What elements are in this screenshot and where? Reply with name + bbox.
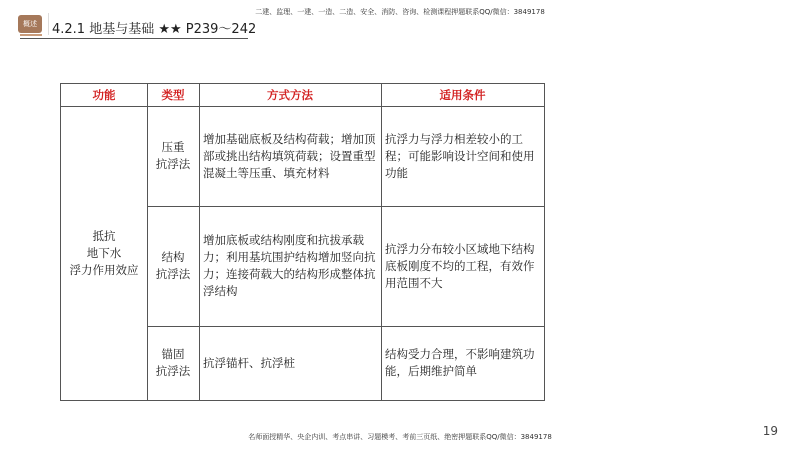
grid-line xyxy=(381,84,382,400)
method-cell: 增加基础底板及结构荷载；增加顶部或挑出结构填筑荷载；设置重型混凝土等压重、填充材料 xyxy=(203,131,376,180)
header-type: 类型 xyxy=(161,87,185,102)
section-title: 4.2.1 地基与基础 ★★ P239～242 xyxy=(52,22,257,37)
type-cell: 结构 抗浮法 xyxy=(155,250,191,281)
top-watermark: 二建、监理、一建、一造、二造、安全、消防、咨询、检测课程押题联系QQ/微信：3849178 xyxy=(255,8,545,16)
slide-header xyxy=(0,0,800,40)
condition-cell: 结构受力合理，不影响建筑功能，后期维护简单 xyxy=(385,347,535,378)
bottom-watermark: 名师面授精华、央企内训、考点串讲、习题模考、考前三页纸、绝密押题联系QQ/微信：3849178 xyxy=(248,433,552,441)
method-cell: 抗浮锚杆、抗浮桩 xyxy=(203,355,295,370)
header-divider xyxy=(48,13,49,35)
grid-line xyxy=(147,326,544,327)
badge-accent-line xyxy=(20,34,42,36)
condition-cell: 抗浮力分布较小区域地下结构底板刚度不均的工程，有效作用范围不大 xyxy=(385,241,535,290)
method-cell: 增加底板或结构刚度和抗拔承载力；利用基坑围护结构增加竖向抗力；连接荷载大的结构形成整体抗浮结构 xyxy=(203,233,376,298)
page-number: 19 xyxy=(762,424,778,438)
type-cell: 锚固 抗浮法 xyxy=(155,347,191,378)
anti-float-table xyxy=(60,83,545,401)
header-method: 方式方法 xyxy=(267,87,313,102)
grid-line xyxy=(147,84,148,400)
grid-line xyxy=(199,84,200,400)
function-cell: 抵抗 地下水 浮力作用效应 xyxy=(69,228,139,277)
title-underline xyxy=(20,38,248,39)
grid-line xyxy=(147,206,544,207)
section-badge: 概述 xyxy=(18,15,42,33)
header-condition: 适用条件 xyxy=(439,87,486,102)
header-function: 功能 xyxy=(92,87,116,102)
condition-cell: 抗浮力与浮力相差较小的工程；可能影响设计空间和使用功能 xyxy=(385,131,535,180)
type-cell: 压重 抗浮法 xyxy=(155,140,191,171)
grid-line xyxy=(61,106,544,107)
